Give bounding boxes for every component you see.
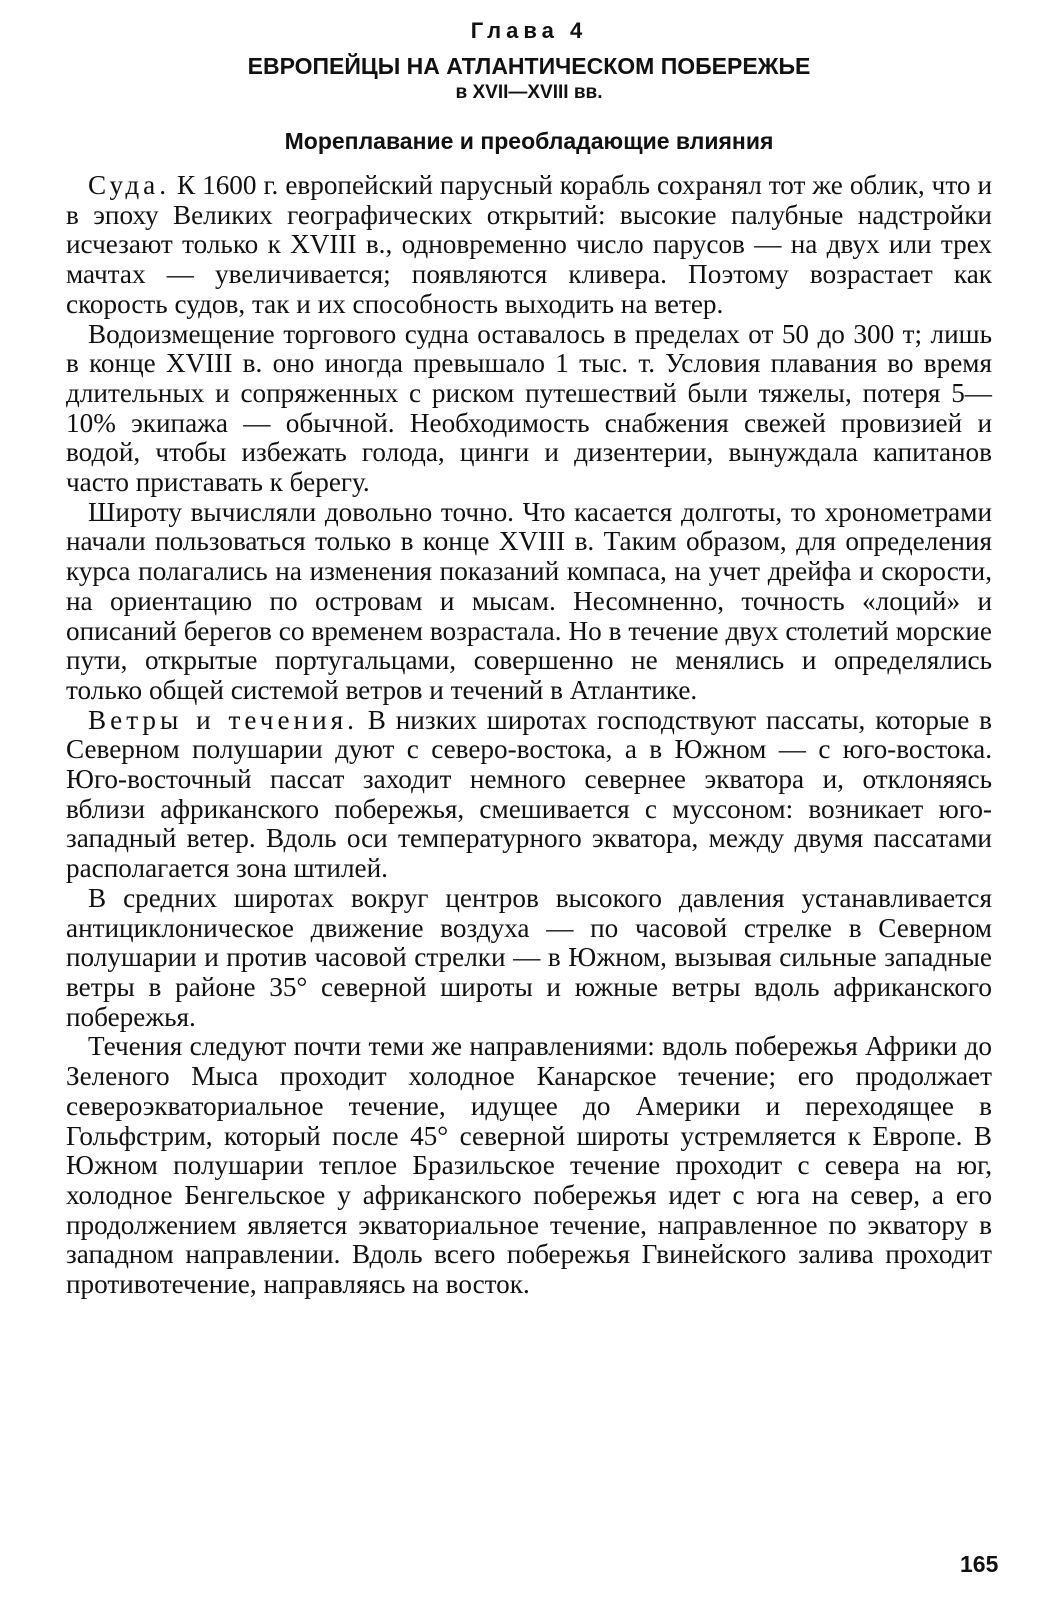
chapter-heading: Глава 4 [470,18,588,43]
section-heading: Мореплавание и преобладающие влияния [284,128,774,154]
paragraph [66,884,992,1033]
paragraph [66,498,992,706]
paragraph-text: В средних широтах вокруг центров высокого давления устанавливается антициклоническое движение воздуха — по часовой стрелке в Северном полушарии и против часовой стрелки — в Южном, вызывая сильные западные ветры в районе 35° северной широты и южные ветры вдоль африканского побережья. [66,882,992,1032]
paragraph-lead: Суда. [88,170,171,200]
chapter-title: ЕВРОПЕЙЦЫ НА АТЛАНТИЧЕСКОМ ПОБЕРЕЖЬЕ [247,53,811,79]
page-number: 165 [960,1551,999,1577]
paragraph [66,706,992,884]
paragraph-text: Течения следуют почти теми же направлениями: вдоль побережья Африки до Зеленого Мыса проходит холодное Канарское течение; его продолжает североэкваториальное течение, идущее до Америки и переходящее в Гольфстрим, который после 45° северной широты устремляется к Европе. В Южном полушарии теплое Бразильское течение проходит с севера на юг, холодное Бенгельское у африканского побережья идет с юга на север, а его продолжением является экваториальное течение, направленное по экватору в западном направлении. Вдоль всего побережья Гвинейского залива проходит противотечение, направляясь на восток. [66,1031,992,1300]
paragraph-text: В низких широтах господствуют пассаты, которые в Северном полушарии дуют с северо-востока, а в Южном — с юго-востока. Юго-восточный пассат заходит немного севернее экватора и, отклоняясь вблизи африканского побережья, смешивается с муссоном: возникает юго-западный ветер. Вдоль оси температурного экватора, между двумя пассатами располагается зона штилей. [66,704,992,884]
paragraph [66,1032,992,1299]
paragraph-lead: Ветры и течения. [88,704,358,735]
paragraph [66,171,992,320]
page [66,18,992,1300]
paragraph [66,320,992,498]
paragraph-text: К 1600 г. европейский парусный корабль сохранял тот же облик, что и в эпоху Великих географических открытий: высокие палубные надстройки исчезают только к XVIII в., одновременно число парусов — на двух или трех мачтах — увеличивается; появляются кливера. Поэтому возрастает как скорость судов, так и их способность выходить на ветер. [66,170,992,319]
paragraph-text: Широту вычисляли довольно точно. Что касается долготы, то хронометрами начали пользоваться только в конце XVIII в. Таким образом, для определения курса полагались на изменения показаний компаса, на учет дрейфа и скорости, на ориентацию по островам и мысам. Несомненно, точность «лоций» и описаний берегов со временем возрастала. Но в течение двух столетий морские пути, открытые португальцами, совершенно не менялись и определялись только общей системой ветров и течений в Атлантике. [66,496,992,705]
body-text [66,171,992,1300]
paragraph-text: Водоизмещение торгового судна оставалось в пределах от 50 до 300 т; лишь в конце XVIII в. оно иногда превышало 1 тыс. т. Условия плавания во время длительных и сопряженных с риском путешествий были тяжелы, потеря 5—10% экипажа — обычной. Необходимость снабжения свежей провизией и водой, чтобы избежать голода, цинги и дизентерии, вынуждала капитанов часто приставать к берегу. [66,318,992,498]
chapter-subtitle: в XVII—XVIII вв. [455,82,603,103]
